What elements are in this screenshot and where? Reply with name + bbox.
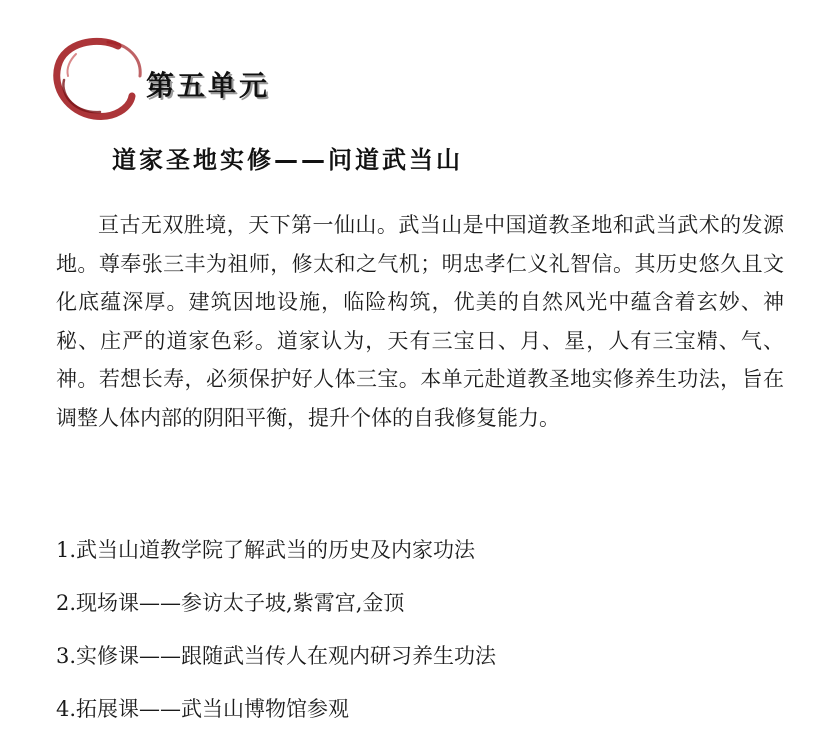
ink-brush-circle-icon <box>48 36 148 126</box>
unit-title: 第五单元 <box>146 69 271 102</box>
course-item-4: 4.拓展课——武当山博物馆参观 <box>56 697 350 721</box>
lesson-title: 道家圣地实修——问道武当山 <box>112 146 463 174</box>
course-item-1: 1.武当山道教学院了解武当的历史及内家功法 <box>56 538 476 562</box>
course-item-3: 3.实修课——跟随武当传人在观内研习养生功法 <box>56 644 497 668</box>
intro-paragraph: 亘古无双胜境，天下第一仙山。武当山是中国道教圣地和武当武术的发源地。尊奉张三丰为祖师，修太和之气机；明忠孝仁义礼智信。其历史悠久且文化底蕴深厚。建筑因地设施，临险构筑，优美的自然风光中蕴含着玄妙、神秘、庄严的道家色彩。道家认为，天有三宝日、月、星，人有三宝精、气、神。若想长寿，必须保护好人体三宝。本单元赴道教圣地实修养生功法，旨在调整人体内部的阴阳平衡，提升个体的自我修复能力。 <box>56 213 784 430</box>
course-list <box>56 532 784 744</box>
unit-header <box>48 36 348 126</box>
course-item-2: 2.现场课——参访太子坡,紫霄宫,金顶 <box>56 591 405 615</box>
